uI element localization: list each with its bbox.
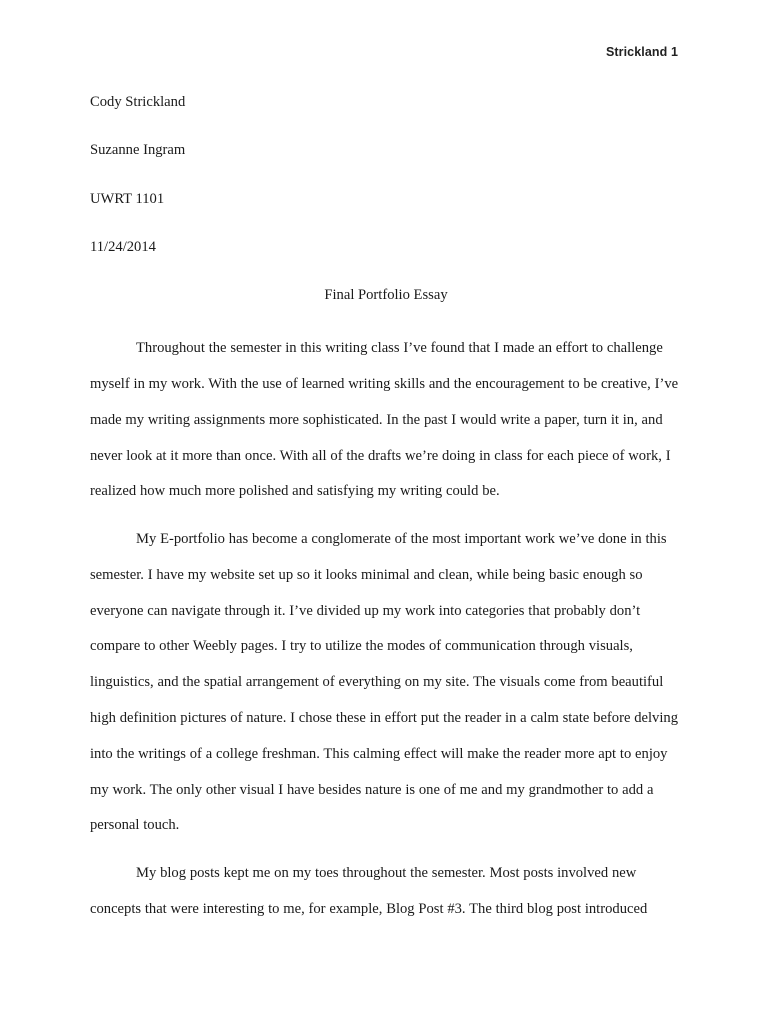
running-header: Strickland 1 bbox=[605, 45, 678, 59]
essay-body bbox=[90, 90, 682, 939]
paragraph-2: My E-portfolio has become a conglomerate of the most important work we’ve done in this semester. I have my website set up so it looks minimal and clean, while being basic enough so everyone can navigate through it. I’ve divided up my work into categories that probably don’t compare to other Weebly pages. I try to utilize the modes of communication through visuals, linguistics, and the spatial arrangement of everything on my site. The visuals come from beautiful high definition pictures of nature. I chose these in effort put the reader in a calm state before delving into the writings of a college freshman. This calming effect will make the reader more apt to enjoy my work. The only other visual I have besides nature is one of me and my grandmother to add a personal touch. bbox=[90, 530, 678, 834]
paragraph-3: My blog posts kept me on my toes throughout the semester. Most posts involved new concepts that were interesting to me, for example, Blog Post #3. The third blog post introduced bbox=[90, 864, 648, 917]
author-name: Cody Strickland bbox=[90, 94, 186, 110]
paragraph-1: Throughout the semester in this writing class I’ve found that I made an effort to challenge myself in my work. With the use of learned writing skills and the encouragement to be creative, I’ve made my writing assignments more sophisticated. In the past I would write a paper, turn it in, and never look at it more than once. With all of the drafts we’re doing in class for each piece of work, I realized how much more polished and satisfying my writing could be. bbox=[90, 340, 679, 500]
essay-title: Final Portfolio Essay bbox=[324, 287, 448, 304]
instructor-name: Suzanne Ingram bbox=[90, 142, 186, 159]
essay-date: 11/24/2014 bbox=[90, 238, 156, 255]
course-code: UWRT 1101 bbox=[90, 190, 165, 207]
